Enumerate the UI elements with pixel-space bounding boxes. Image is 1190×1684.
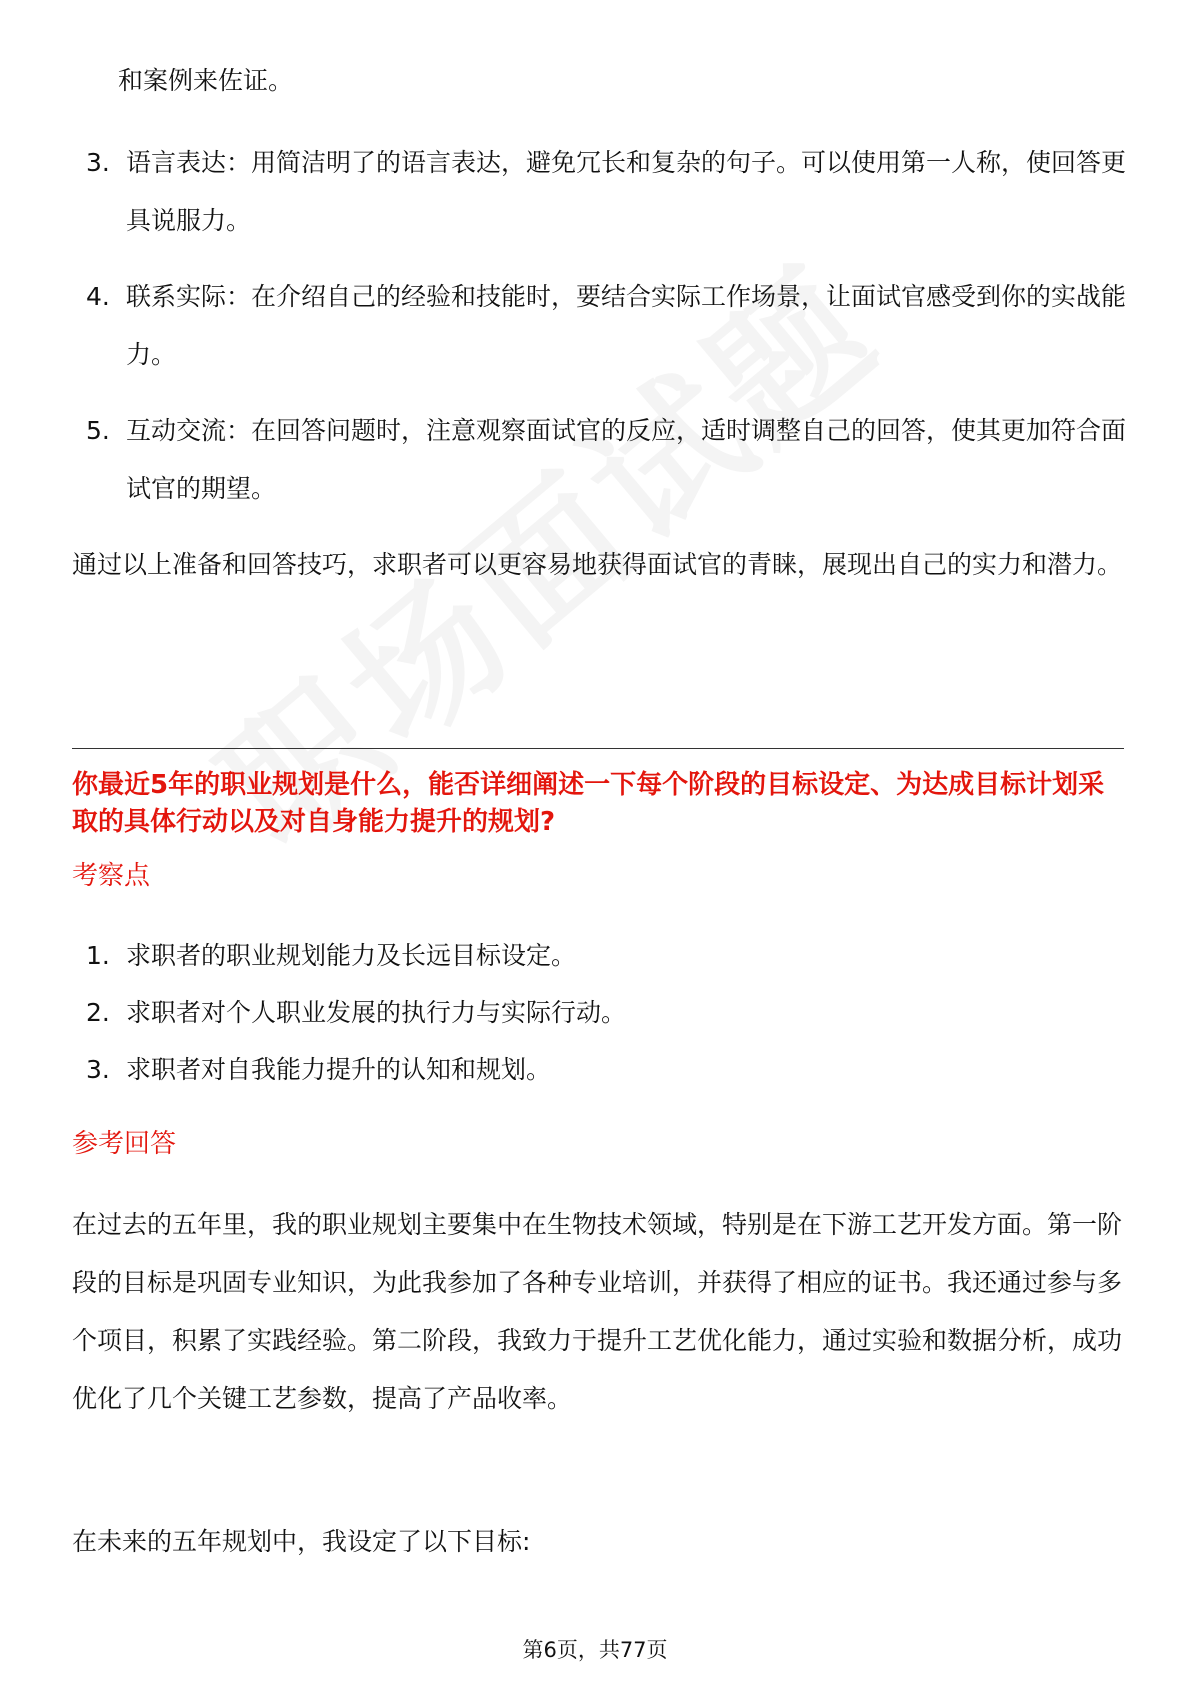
- exam-point-item: [86, 995, 1126, 1031]
- section-divider: [72, 748, 1124, 749]
- exam-points-heading: 考察点: [72, 861, 151, 891]
- list-number: 2.: [86, 998, 110, 1027]
- summary-paragraph: 通过以上准备和回答技巧，求职者可以更容易地获得面试官的青睐，展现出自己的实力和潜力。: [72, 550, 1123, 579]
- list-text: 互动交流：在回答问题时，注意观察面试官的反应，适时调整自己的回答，使其更加符合面试官的期望。: [126, 416, 1127, 503]
- tip-item: [86, 402, 1126, 518]
- list-text: 语言表达：用简洁明了的语言表达，避免冗长和复杂的句子。可以使用第一人称，使回答更具说服力。: [126, 148, 1127, 235]
- list-number: 4.: [86, 282, 110, 311]
- interview-question: 你最近5年的职业规划是什么，能否详细阐述一下每个阶段的目标设定、为达成目标计划采取的具体行动以及对自身能力提升的规划?: [72, 770, 1105, 837]
- continued-text: 和案例来佐证。: [118, 66, 294, 95]
- page-footer: 第6页，共77页: [522, 1638, 668, 1662]
- list-number: 3.: [86, 1055, 110, 1084]
- exam-point-item: [86, 938, 1126, 974]
- list-text: 求职者的职业规划能力及长远目标设定。: [126, 941, 577, 970]
- list-text: 求职者对个人职业发展的执行力与实际行动。: [126, 998, 627, 1027]
- tip-item: [86, 268, 1126, 384]
- list-text: 联系实际：在介绍自己的经验和技能时，要结合实际工作场景，让面试官感受到你的实战能力。: [126, 282, 1127, 369]
- list-number: 1.: [86, 941, 110, 970]
- exam-point-item: [86, 1052, 1126, 1088]
- list-number: 5.: [86, 416, 110, 445]
- answer-paragraph: 在未来的五年规划中，我设定了以下目标:: [72, 1527, 531, 1556]
- answer-paragraph: 在过去的五年里，我的职业规划主要集中在生物技术领域，特别是在下游工艺开发方面。第一阶段的目标是巩固专业知识，为此我参加了各种专业培训，并获得了相应的证书。我还通过参与多个项目，积累了实践经验。第二阶段，我致力于提升工艺优化能力，通过实验和数据分析，成功优化了几个关键工艺参数，提高了产品收率。: [72, 1210, 1123, 1413]
- list-text: 求职者对自我能力提升的认知和规划。: [126, 1055, 552, 1084]
- answer-heading: 参考回答: [72, 1129, 177, 1159]
- list-number: 3.: [86, 148, 110, 177]
- tip-item: [86, 134, 1126, 250]
